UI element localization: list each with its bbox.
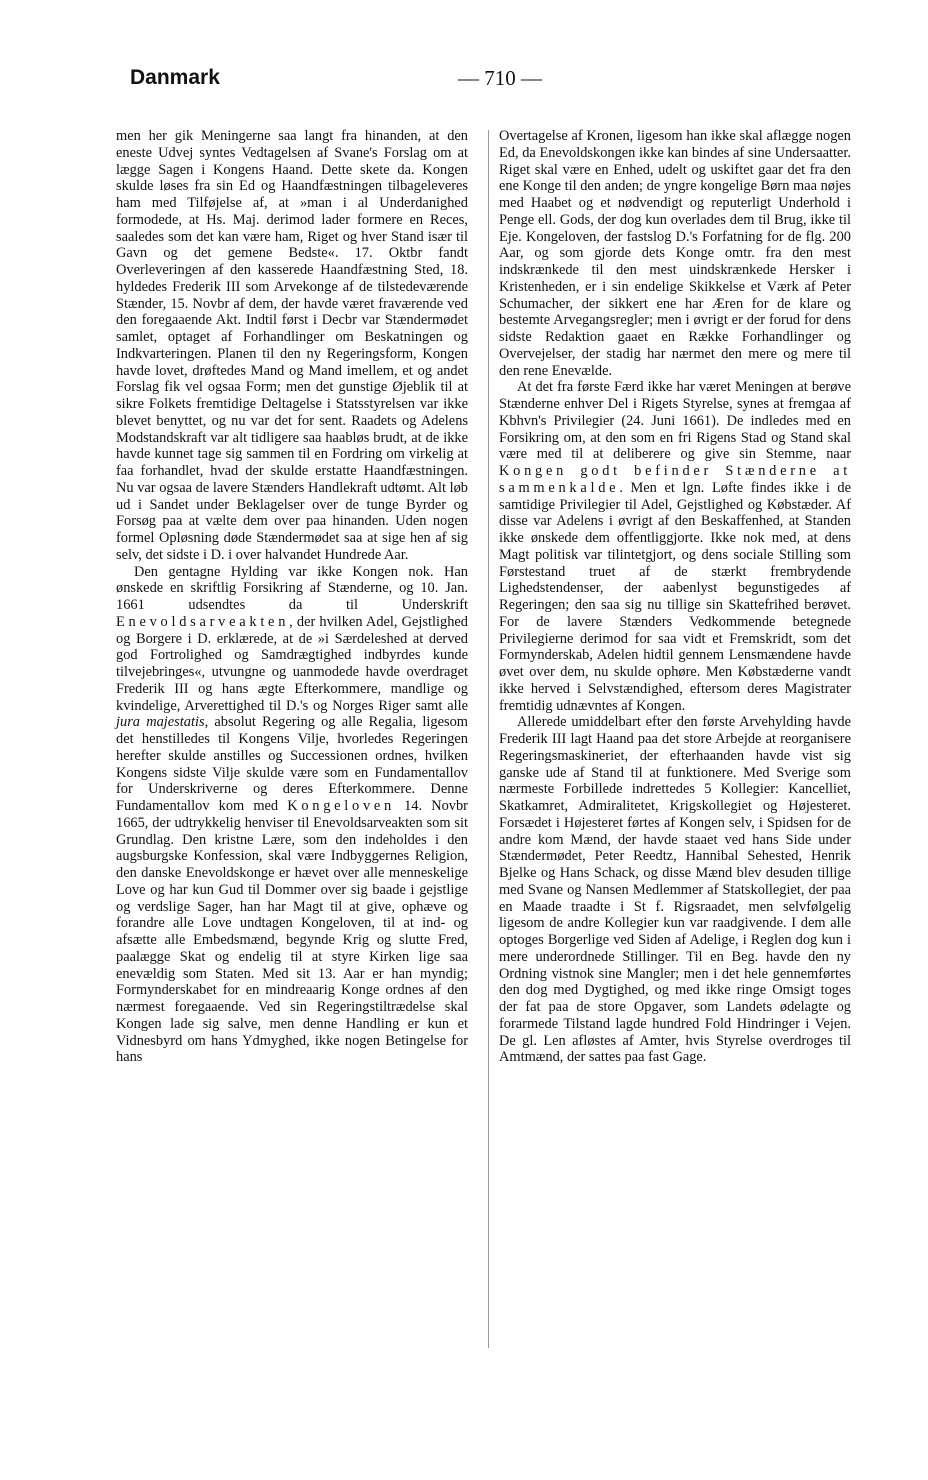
text-run: 14. Novbr 1665, der udtrykkelig henviser til Enevoldsarveakten som sit Grundlag. Den kristne Lære, som den indeholdes i den augsburgske Konfession, skal være Indbyggernes Religion, den danske Enevoldskonge er hævet over alle menneskelige Love og har kun Gud til Dommer over sig baade i gejstlige og verdslige Sager, han har Magt til at give, ophæve og forandre alle Love undtagen Kongeloven, til at ind- og afsætte alle Embedsmænd, begynde Krig og slutte Fred, paalægge Skat og endelig til at styre Kirken lige saa enevældig som Staten. Med sit 13. Aar er han myndig; Formynderskabet for en mindreaarig Konge ordnes af den nærmest foregaaende. Ved sin Regeringstiltrædelse skal Kongen lade sig salve, men denne Handling er kun et Vidnesbyrd om hans Ydmyghed, ikke nogen Betingelse for hans: [116, 798, 468, 1066]
page-number: — 710 —: [458, 66, 542, 90]
page-header: [130, 66, 870, 100]
spaced-term: Enevoldsarveakten: [116, 613, 290, 630]
spaced-term: Kongen godt befinder Stænderne at sammenkalde: [499, 463, 851, 496]
spaced-term: Kongeloven: [287, 798, 395, 814]
paragraph: Overtagelse af Kronen, ligesom han ikke skal aflægge nogen Ed, da Enevoldskongen ikke kan bindes af sine Undersaatter. Riget skal være en Enhed, udelt og uskiftet gaar det fra den ene Konge til den anden; de yngre kongelige Børn maa nøjes med Haabet og et nødvendigt og reputerligt Underhold i Penge ell. Gods, der dog kun overlades dem til Brug, ikke til Eje. Kongeloven, der fastslog D.'s Forfatning for de flg. 200 Aar, og som gjorde dets Konge omtr. fra den mest indskrænkede til den mest uindskrænkede Hersker i Kristenheden, er i sin endelige Skikkelse et Værk af Peter Schumacher, der sikkert ene har Æren for de klare og bestemte Arvegangsregler; men i øvrigt er der forud for dens sidste Redaktion gaaet en Række Forhandlinger og Overvejelser, der stadig har nærmet den mere og mere til den rene Enevælde.: [499, 128, 851, 379]
paragraph: [116, 564, 468, 1067]
paragraph: Allerede umiddelbart efter den første Arvehylding havde Frederik III lagt Haand paa det store Arbejde at reorganisere Regeringsmaskineriet, der efterhaanden havde vist sig ganske ude af Stand til at funktionere. Med Sverige som nærmeste Forbillede indrettedes 5 Kollegier: Kancelliet, Skatkamret, Admiralitetet, Krigskollegiet og Højesteret. Forsædet i Højesteret førtes af Kongen selv, i Spidsen for de andre kom Mænd, der havde staaet ved hans Side under Stændermødet, Peter Reedtz, Hannibal Sehested, Henrik Bjelke og Hans Schack, og disse Mænd blev desuden tillige med Svane og Nansen Medlemmer af Statskollegiet, der paa en Maade traadte i St f. Rigsraadet, men selvfølgelig ligesom de andre Kollegier kun var raadgivende. I dem alle optoges Borgerlige ved Siden af Adelige, i Reglen dog kun i mere underordnede Stillinger. Til en Beg. havde den ny Ordning vistnok sine Mangler; men i det hele gennemførtes den dog med Dygtighed, og med ikke ringe Omsigt toges der fat paa de store Opgaver, som Landets ødelagte og forarmede Tilstand lagde hundred Fold Hindringer i Vejen. De gl. Len afløstes af Amter, hvis Styrelse overdroges til Amtmænd, der sattes paa fast Gage.: [499, 714, 851, 1066]
text-run: Den gentagne Hylding var ikke Kongen nok. Han ønskede en skriftlig Forsikring af Stænderne, og 10. Jan. 1661 udsendtes da til Underskrift: [116, 563, 468, 613]
running-title: Danmark: [130, 66, 220, 89]
paragraph: [499, 379, 851, 714]
text-run: . Men et lgn. Løfte findes ikke i de samtidige Privilegier til Adel, Gejstlighed og Købstæder. Af disse var Adelens i øvrigt af den Beskaffenhed, at Standen ikke ønskede dem offentliggjorte. Ikke nok med, at dens Magt politisk var tilintetgjort, og dens sociale Stilling som Førstestand truet af de stærkt frembrydende Lighedstendenser, der aabenlyst begunstigedes af Regeringen; den saa sig nu tillige sin Skattefrihed berøvet. For de lavere Stænders Vedkommende betegnede Privilegierne derimod for saa vidt et Fremskridt, som det Formynderskab, Adelen hidtil gennem Lensmændene havde øvet over dem, nu skulde ophøre. Men Købstæderne vandt ikke herved i Selvstændighed, eftersom deres Magistrater fremtidig udnævntes af Kongen.: [499, 479, 851, 714]
paragraph: men her gik Meningerne saa langt fra hinanden, at den eneste Udvej syntes Vedtagelsen af Svane's Forslag om at lægge Sagen i Kongens Haand. Dette skete da. Kongen skulde løses fra sin Ed og Haandfæstningen tilbageleveres ham med Tilføjelse af, at »man i al Underdanighed formodede, at Hs. Maj. derimod lader formere en Reces, saaledes som det kan være ham, Riget og hver Stand især til Gavn og det gemene Bedste«. 17. Oktbr fandt Overleveringen af den kasserede Haandfæstning Sted, 18. hyldedes Frederik III som Arvekonge af de tilstedeværende Stænder, 15. Novbr af dem, der havde været fraværende ved den foregaaende Akt. Indtil først i Decbr var Stændermødet samlet, optaget af Forhandlinger om Beskatningen og Indkvarteringen. Planen til den ny Regeringsform, Kongen havde lovet, drøftedes Mand og Mand imellem, et og andet Forslag fik vel ogsaa Form; men det gunstige Øjeblik til at sikre Folkets fremtidige Deltagelse i Statsstyrelsen var ikke blevet benyttet, og nu var det for sent. Raadets og Adelens Modstandskraft var alt tidligere saa haabløs brudt, at de ikke havde kunnet tage sig sammen til en Fordring om virkelig at faa forhandlet, hvad der skulde erstatte Haandfæstningen. Nu var ogsaa de lavere Stænders Handlekraft udtømt. Alt løb ud i Sandet under Beklagelser over de tunge Byrder og Forsøg paa at vælte dem over paa hinanden. Uden nogen formel Opløsning døde Stændermødet saa at sige hen af sig selv, det sidste i D. i over halvandet Hundrede Aar.: [116, 128, 468, 563]
italic-term: jura majestatis: [116, 714, 205, 731]
left-column: [116, 128, 468, 1066]
text-run: , der hvilken Adel, Gejstlighed og Borgere i D. erklærede, at de »i Særdeleshed at derved god Fortrolighed og Samdrægtighed indbyrdes kunde tilvejebringes«, utvungne og uanmodede havde overdraget Frederik III og hans ægte Efterkommere, mandlige og kvindelige, Arverettighed til D.'s og Norges Riger samt alle: [116, 613, 468, 714]
text-run: At det fra første Færd ikke har været Meningen at berøve Stænderne enhver Del i Rigets Styrelse, synes at fremgaa af Kbhvn's Privilegier (24. Juni 1661). De indledes med en Forsikring om, at den som en fri Rigens Stad og Stand skal være med til at deliberere og give sin Stemme, naar: [499, 379, 851, 463]
text-run: , absolut Regering og alle Regalia, ligesom det henstilledes til Kongens Vilje, hvorledes Regeringen herefter skulde anstilles og Successionen ordnes, hvilken Kongens sidste Vilje skulde være som en Fundamentallov for Underskriverne og deres Efterkommere. Denne Fundamentallov kom med: [116, 714, 468, 814]
right-column: [499, 128, 851, 1066]
column-divider: [488, 130, 489, 1348]
